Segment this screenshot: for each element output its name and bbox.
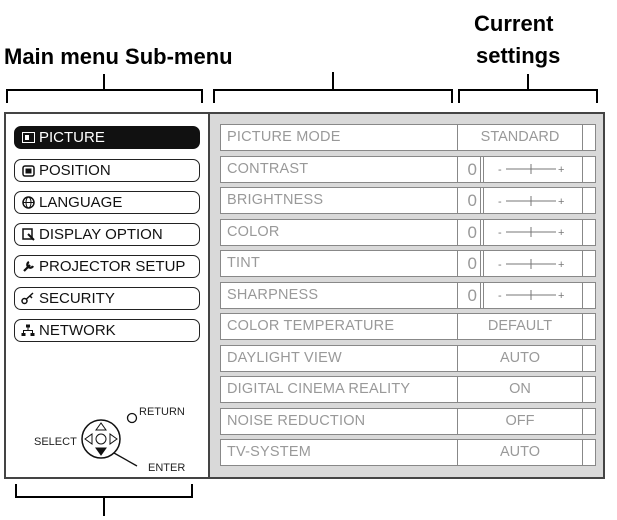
current-setting-value: 0	[457, 220, 481, 245]
adjust-slider[interactable]	[483, 283, 582, 308]
current-setting-value: AUTO	[457, 346, 582, 371]
current-setting-value: AUTO	[457, 440, 582, 465]
row-end-cell	[582, 156, 596, 183]
sub-menu-item-name: COLOR	[227, 223, 280, 240]
sub-menu-row[interactable]	[220, 250, 592, 277]
main-menu-item-label: LANGUAGE	[39, 194, 123, 211]
current-setting-value: 0	[457, 188, 481, 213]
main-menu-item-label: PICTURE	[39, 129, 105, 146]
main-menu-panel	[6, 114, 210, 477]
row-end-cell	[582, 345, 596, 372]
svg-text:-: -	[498, 195, 502, 207]
svg-text:-: -	[498, 227, 502, 239]
position-icon	[21, 164, 35, 178]
svg-text:+: +	[558, 290, 565, 302]
current-settings-line1: Current	[474, 11, 554, 36]
svg-text:+: +	[558, 195, 565, 207]
sub-menu-item-name: TV-SYSTEM	[227, 444, 311, 460]
main-menu-item-display-option[interactable]	[14, 223, 200, 246]
return-button-icon	[128, 414, 137, 423]
row-end-cell	[582, 313, 596, 340]
sub-menu-row[interactable]	[220, 219, 592, 246]
current-setting-value: ON	[457, 377, 582, 402]
display-option-icon	[21, 228, 35, 242]
row-end-cell	[582, 219, 596, 246]
sub-menu-row[interactable]	[220, 124, 592, 151]
current-setting-value: 0	[457, 157, 481, 182]
current-setting-value: 0	[457, 251, 481, 276]
current-setting-value: 0	[457, 283, 481, 308]
sub-menu-item-name: SHARPNESS	[227, 286, 319, 303]
main-menu-item-label: NETWORK	[39, 322, 116, 339]
sub-menu-item-name: PICTURE MODE	[227, 129, 341, 145]
network-icon	[21, 324, 35, 338]
current-setting-value: STANDARD	[457, 125, 582, 150]
sub-menu-item-name: BRIGHTNESS	[227, 192, 324, 208]
sub-menu-row[interactable]	[220, 187, 592, 214]
remote-control-guide	[6, 402, 210, 481]
current-settings-bracket	[459, 90, 597, 103]
sub-menu-row[interactable]	[220, 156, 592, 183]
osd-menu-panel	[4, 112, 605, 479]
sub-menu-row[interactable]	[220, 345, 592, 372]
sub-menu-callout: Sub-menu	[125, 44, 233, 69]
row-end-cell	[582, 376, 596, 403]
row-end-cell	[582, 408, 596, 435]
svg-text:-: -	[498, 164, 502, 176]
current-setting-value: OFF	[457, 409, 582, 434]
current-settings-line2: settings	[476, 43, 561, 68]
main-menu-callout: Main menu	[4, 44, 119, 69]
main-menu-item-security[interactable]	[14, 287, 200, 310]
globe-icon	[21, 196, 35, 210]
key-icon	[21, 292, 35, 306]
main-menu-bracket	[7, 90, 202, 103]
main-menu-item-language[interactable]	[14, 191, 200, 214]
main-menu-item-network[interactable]	[14, 319, 200, 342]
row-end-cell	[582, 124, 596, 151]
enter-label: ENTER	[148, 462, 186, 474]
sub-menu-item-name: COLOR TEMPERATURE	[227, 318, 395, 334]
sub-menu-row[interactable]	[220, 313, 592, 340]
sub-menu-row[interactable]	[220, 408, 592, 435]
sub-menu-item-name: DAYLIGHT VIEW	[227, 349, 342, 366]
svg-text:-: -	[498, 290, 502, 302]
current-setting-value: DEFAULT	[457, 314, 582, 339]
svg-text:-: -	[498, 258, 502, 270]
main-menu-item-projector-setup[interactable]	[14, 255, 200, 278]
picture-icon	[21, 131, 35, 145]
sub-menu-panel	[210, 114, 603, 477]
adjust-slider[interactable]	[483, 188, 582, 213]
controls-bracket	[16, 484, 192, 497]
select-label: SELECT	[34, 436, 77, 448]
sub-menu-row[interactable]	[220, 282, 592, 309]
enter-button-icon	[96, 434, 106, 444]
svg-text:+: +	[558, 258, 565, 270]
svg-text:+: +	[558, 164, 565, 176]
main-menu-item-label: DISPLAY OPTION	[39, 226, 163, 243]
sub-menu-item-name: DIGITAL CINEMA REALITY	[227, 381, 411, 397]
main-menu-item-label: PROJECTOR SETUP	[39, 258, 186, 275]
row-end-cell	[582, 187, 596, 214]
sub-menu-item-name: TINT	[227, 255, 261, 271]
row-end-cell	[582, 439, 596, 466]
sub-menu-item-name: CONTRAST	[227, 160, 309, 177]
main-menu-item-label: POSITION	[39, 162, 111, 179]
main-menu-item-position[interactable]	[14, 159, 200, 182]
svg-text:+: +	[558, 227, 565, 239]
wrench-icon	[21, 260, 35, 274]
sub-menu-bracket	[214, 90, 452, 103]
return-label: RETURN	[139, 406, 185, 418]
sub-menu-row[interactable]	[220, 376, 592, 403]
adjust-slider[interactable]	[483, 220, 582, 245]
row-end-cell	[582, 282, 596, 309]
adjust-slider[interactable]	[483, 157, 582, 182]
main-menu-item-picture[interactable]	[14, 126, 200, 149]
main-menu-item-label: SECURITY	[39, 290, 115, 307]
row-end-cell	[582, 250, 596, 277]
adjust-slider[interactable]	[483, 251, 582, 276]
sub-menu-row[interactable]	[220, 439, 592, 466]
sub-menu-item-name: NOISE REDUCTION	[227, 412, 366, 429]
